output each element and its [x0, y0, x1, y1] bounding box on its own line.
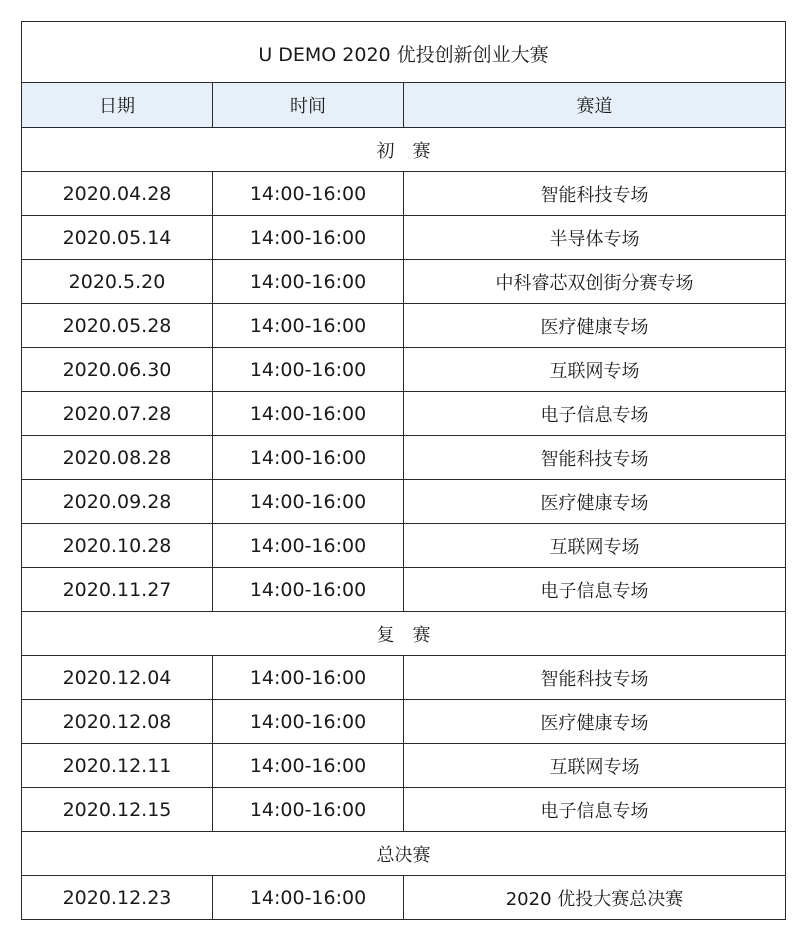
date-cell: 2020.09.28: [22, 480, 213, 524]
time-cell: 14:00-16:00: [213, 304, 404, 348]
section-label: 复 赛: [22, 612, 786, 656]
track-cell: 互联网专场: [404, 524, 786, 568]
track-cell: 互联网专场: [404, 744, 786, 788]
table-row: [22, 436, 786, 480]
column-header-track: 赛道: [404, 83, 786, 128]
time-cell: 14:00-16:00: [213, 568, 404, 612]
date-cell: 2020.12.15: [22, 788, 213, 832]
table-row: [22, 568, 786, 612]
column-header-time: 时间: [213, 83, 404, 128]
section-label: 总决赛: [22, 832, 786, 876]
table-row: [22, 392, 786, 436]
schedule-table: [21, 21, 786, 920]
section-row: [22, 612, 786, 656]
track-cell: 智能科技专场: [404, 436, 786, 480]
date-cell: 2020.06.30: [22, 348, 213, 392]
date-cell: 2020.08.28: [22, 436, 213, 480]
track-cell: 中科睿芯双创街分赛专场: [404, 260, 786, 304]
section-label: 初 赛: [22, 128, 786, 172]
table-row: [22, 480, 786, 524]
track-cell: 电子信息专场: [404, 392, 786, 436]
date-cell: 2020.12.08: [22, 700, 213, 744]
track-cell: 医疗健康专场: [404, 700, 786, 744]
schedule-body: [22, 22, 786, 920]
date-cell: 2020.5.20: [22, 260, 213, 304]
track-cell: 2020 优投大赛总决赛: [404, 876, 786, 920]
table-row: [22, 788, 786, 832]
table-title: U DEMO 2020 优投创新创业大赛: [22, 22, 786, 83]
table-row: [22, 348, 786, 392]
track-cell: 电子信息专场: [404, 788, 786, 832]
table-row: [22, 304, 786, 348]
date-cell: 2020.10.28: [22, 524, 213, 568]
time-cell: 14:00-16:00: [213, 744, 404, 788]
track-cell: 智能科技专场: [404, 172, 786, 216]
date-cell: 2020.12.11: [22, 744, 213, 788]
section-row: [22, 832, 786, 876]
time-cell: 14:00-16:00: [213, 700, 404, 744]
title-row: [22, 22, 786, 83]
date-cell: 2020.11.27: [22, 568, 213, 612]
time-cell: 14:00-16:00: [213, 172, 404, 216]
date-cell: 2020.07.28: [22, 392, 213, 436]
time-cell: 14:00-16:00: [213, 260, 404, 304]
track-cell: 电子信息专场: [404, 568, 786, 612]
time-cell: 14:00-16:00: [213, 216, 404, 260]
time-cell: 14:00-16:00: [213, 788, 404, 832]
time-cell: 14:00-16:00: [213, 480, 404, 524]
track-cell: 互联网专场: [404, 348, 786, 392]
date-cell: 2020.05.14: [22, 216, 213, 260]
column-header-date: 日期: [22, 83, 213, 128]
track-cell: 医疗健康专场: [404, 304, 786, 348]
time-cell: 14:00-16:00: [213, 392, 404, 436]
time-cell: 14:00-16:00: [213, 348, 404, 392]
time-cell: 14:00-16:00: [213, 656, 404, 700]
table-row: [22, 524, 786, 568]
time-cell: 14:00-16:00: [213, 524, 404, 568]
section-row: [22, 128, 786, 172]
date-cell: 2020.05.28: [22, 304, 213, 348]
track-cell: 智能科技专场: [404, 656, 786, 700]
header-row: [22, 83, 786, 128]
date-cell: 2020.12.04: [22, 656, 213, 700]
time-cell: 14:00-16:00: [213, 876, 404, 920]
track-cell: 半导体专场: [404, 216, 786, 260]
table-row: [22, 216, 786, 260]
table-row: [22, 744, 786, 788]
date-cell: 2020.12.23: [22, 876, 213, 920]
time-cell: 14:00-16:00: [213, 436, 404, 480]
table-row: [22, 876, 786, 920]
table-row: [22, 260, 786, 304]
table-row: [22, 172, 786, 216]
table-row: [22, 656, 786, 700]
table-row: [22, 700, 786, 744]
date-cell: 2020.04.28: [22, 172, 213, 216]
track-cell: 医疗健康专场: [404, 480, 786, 524]
